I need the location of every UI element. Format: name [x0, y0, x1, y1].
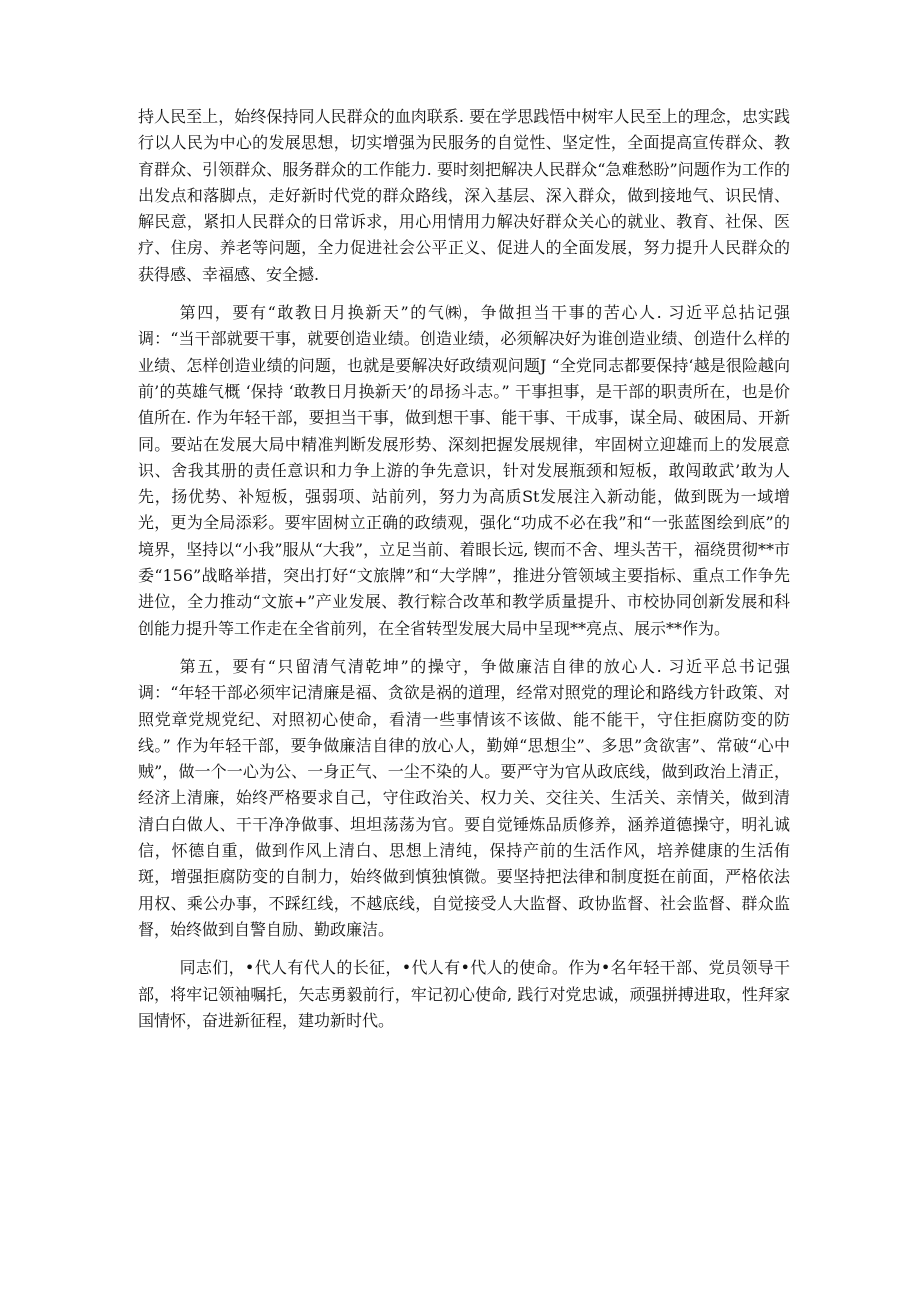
paragraph-fourth-point: 第四，要有“敢教日月换新天”的气㈱，争做担当干事的苦心人. 习近平总拈记强调：“当干部就要干事，就要创造业绩。创造业绩，必须解决好为谁创造业绩、创造什么样的业绩、怎样创造业绩的问题，也就是要解决好政绩观问题J “全党同志都要保持‘越是很险越向前’的英雄气概 ‘保持 ‘敢教日月换新天’的昂扬斗志。” 干事担事，是干部的职责所在，也是价值所在. 作为年轻干部，要担当干事，做到想干事、能干事、干成事，谋全局、破困局、开新同。要站在发展大局中精准判断发展形势、深刻把握发展规律，牢固树立迎雄而上的发展意识、舍我其册的责任意识和力争上游的争先意识，针对发展瓶颈和短板，敢闯敢武’敢为人先，扬优势、补短板，强弱项、站前列，努力为高质St发展注入新动能，做到既为一域增光，更为全局添彩。要牢固树立正确的政绩观，强化“功成不必在我”和“一张蓝图绘到底”的境界，坚持以“小我”服从“大我”，立足当前、着眼长远, 锲而不舍、埋头苦干，福绕贯彻**市委“156”战略举措，突出打好“文旅牌”和“大学牌”，推进分管领域主要指标、重点工作争先进位，全力推动“文旅+”产业发展、教行粽合改革和教学质量提升、市校协同创新发展和科创能力提升等工作走在全省前列，在全省转型发展大局中呈现**亮点、展示**作为。 — [138, 303, 790, 638]
paragraph-people-first-continued: 持人民至上，始终保持同人民群众的血肉联系. 要在学思践悟中树牢人民至上的理念，忠实践行以人民为中心的发展思想，切实增强为民服务的自觉性、坚定性，全面提高宣传群众、教育群众、引领群众、服务群众的工作能力. 要时刻把解决人民群众“急难愁盼”问题作为工作的出发点和落脚点，走好新时代党的群众路线，深入基层、深入群众，做到接地气、识民情、解民意，紧扣人民群众的日常诉求，用心用情用力解决好群众关心的就业、教育、社保、医疗、住房、养老等问题，全力促进社会公平正义、促进人的全面发展，努力提升人民群众的获得感、幸福感、安全撼. — [138, 107, 790, 284]
paragraph-fifth-point: 第五，要有“只留清气清乾坤”的操守，争做廉洁自律的放心人. 习近平总书记强调：“年轻干部必须牢记清廉是福、贪欲是祸的道理，经常对照党的理论和路线方针政策、对照党章党规党纪、对照初心使命，看清一些事情该不该做、能不能干，守住拒腐防变的防线。” 作为年轻干部，要争做廉洁自律的放心人，勤婵“思想尘”、多思”贪欲害”、常破“心中贼”，做一个一心为公、一身正气、一尘不染的人。要严守为官从政底线，做到政治上清正，经济上清廉，始终严格要求自己，守住政治关、权力关、交往关、生活关、亲情关，做到清清白白做人、干干净净做事、坦坦荡荡为官。要自觉锤炼品质修养，涵养道德操守，明礼诚信，怀德自重，做到作风上清白、思想上清纯，保持产前的生活作风，培养健康的生活侑斑，增强拒腐防变的自制力，始终做到慎独慎微。要坚持把法律和制度挺在前面，严格依法用权、乘公办事，不踩红线，不越底线，自觉接受人大监督、政协监督、社会监督、群众监督，始终做到自警自励、勤政廉洁。 — [138, 656, 790, 939]
paragraph-closing: 同志们，•代人有代人的长征，•代人有•代人的使命。作为•名年轻干部、党员领导干部，将牢记领袖嘱托，矢志勇毅前行，牢记初心使命, 践行对党忠诚，顽强拼搏进取，性拜家国情怀，奋进新征程，建功新时代。 — [138, 958, 790, 1030]
document-body — [138, 104, 790, 1046]
